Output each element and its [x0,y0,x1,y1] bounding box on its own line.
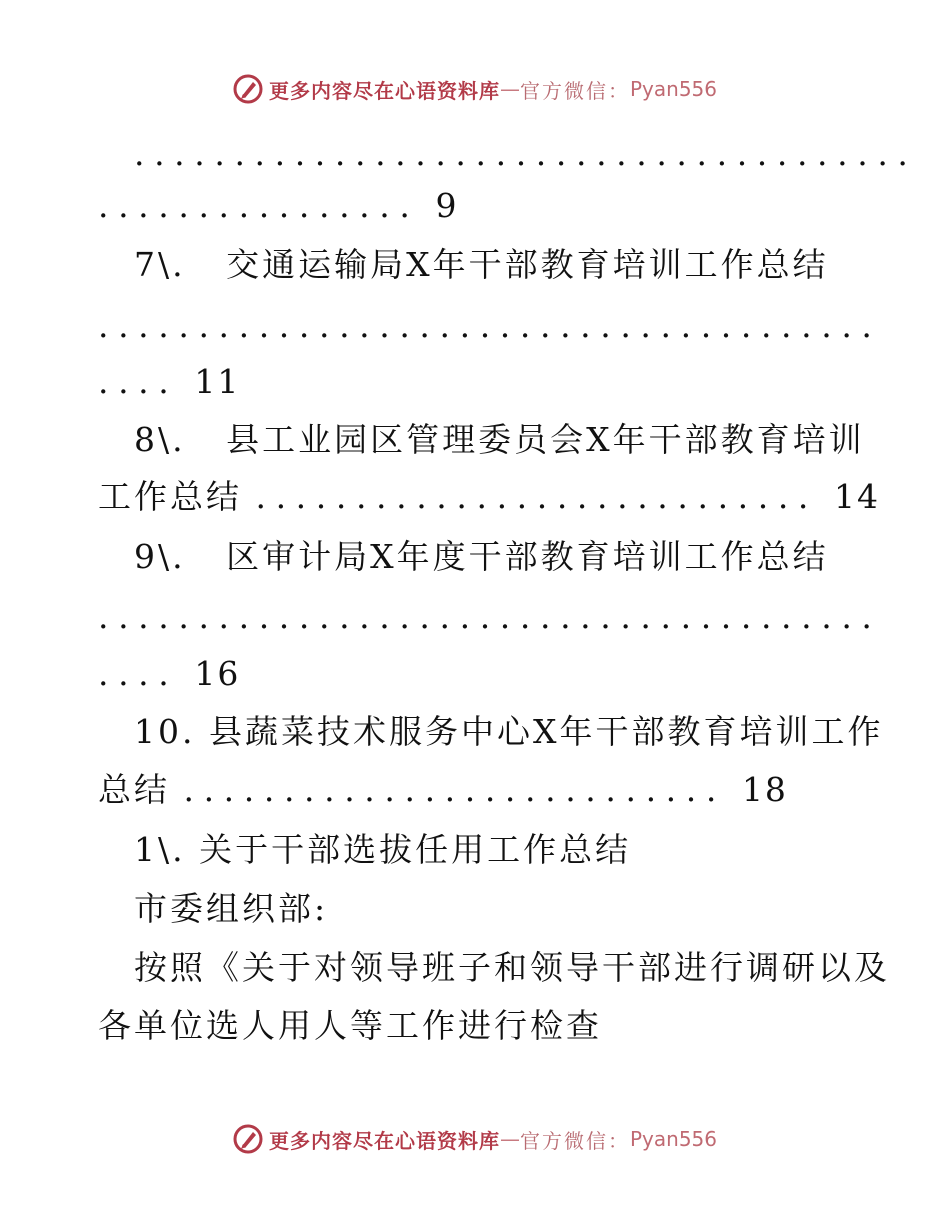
toc-item-number: 9\. [134,537,186,576]
toc-page-number: 11 [194,362,241,401]
watermark-wechat-label: 官方微信： [519,1128,630,1153]
watermark-wechat-id: Pyan556 [629,1127,717,1151]
section-heading [134,830,894,870]
toc-page-number: 9 [435,186,459,225]
toc-page-number: 14 [834,477,881,516]
toc-item-10-cont: 总结 ........................... 18 [98,770,788,809]
footer-watermark [0,1124,950,1154]
watermark-text: 更多内容尽在心语资料库 [268,78,500,103]
toc-page-number: 16 [194,654,241,693]
toc-item-8 [134,420,894,460]
toc-item-7 [134,245,894,285]
watermark-wechat-label: 官方微信： [519,78,630,103]
paragraph-line-2: 各单位选人用人等工作进行检查 [98,1006,602,1045]
toc-item-title: 县工业园区管理委员会X年干部教育培训 [226,420,865,459]
toc-item-title: 交通运输局X年干部教育培训工作总结 [226,245,829,284]
toc-item-title: 区审计局X年度干部教育培训工作总结 [226,537,829,576]
section-number: 1\. [134,830,186,869]
pen-logo-icon [233,1124,263,1154]
toc-item-7-leader-b: .... 11 [98,362,241,401]
watermark-separator: — [499,77,520,101]
toc-item-number: 8\. [134,420,186,459]
watermark-wechat-id: Pyan556 [629,77,717,101]
toc-item-title: 工作总结 [98,477,242,516]
header-watermark [0,74,950,104]
section-title: 关于干部选拔任用工作总结 [199,830,632,869]
toc-item-6-leader-a: ....................................... [134,134,918,173]
paragraph-line-1: 按照《关于对领导班子和领导干部进行调研以及 [134,948,890,987]
toc-item-9-leader-b: .... 16 [98,654,241,693]
toc-item-title: 县蔬菜技术服务中心X年干部教育培训工作 [208,712,884,751]
toc-item-title: 总结 [98,770,170,809]
watermark-text: 更多内容尽在心语资料库 [268,1128,500,1153]
watermark-separator: — [499,1127,520,1151]
toc-item-6-leader-b: ................ 9 [98,186,459,225]
toc-item-10 [134,712,894,752]
pen-logo-icon [233,74,263,104]
toc-item-number: 7\. [134,245,186,284]
toc-item-number: 10. [134,712,196,751]
salutation: 市委组织部: [134,889,329,928]
toc-item-9-leader-a: ....................................... [98,597,882,636]
toc-item-7-leader-a: ....................................... [98,306,882,345]
toc-page-number: 18 [741,770,788,809]
toc-item-9 [134,537,894,577]
toc-item-8-cont: 工作总结 ............................ 14 [98,477,881,516]
